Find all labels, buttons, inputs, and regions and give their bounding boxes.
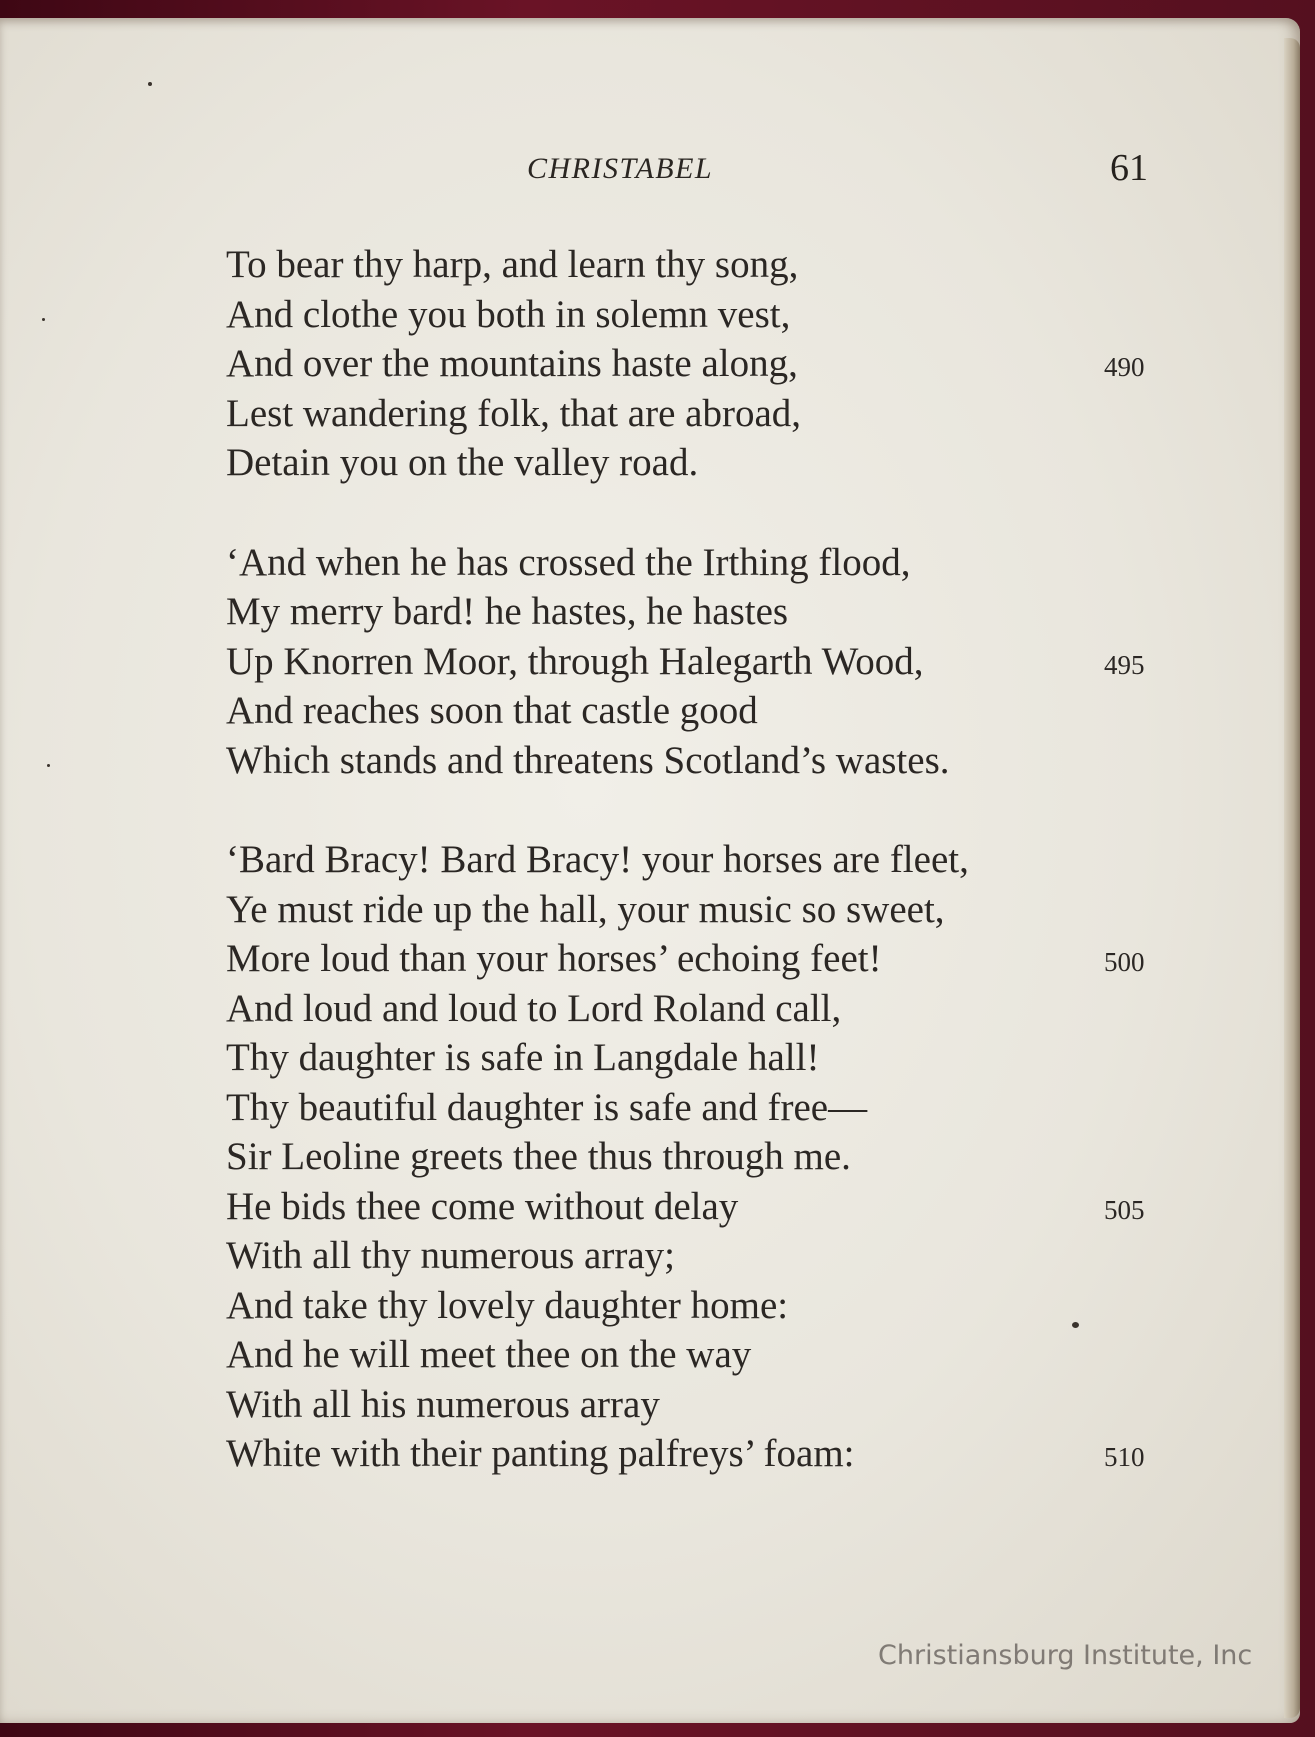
- running-title: CHRISTABEL: [527, 152, 714, 185]
- poem-line-text: With all his numerous array: [226, 1382, 660, 1426]
- line-number: 500: [1104, 947, 1145, 977]
- poem-line-text: With all thy numerous array;: [226, 1234, 675, 1277]
- poem-line-text: Detain you on the valley road.: [226, 441, 699, 484]
- poem-line: [226, 240, 1166, 290]
- poem-line-text: Which stands and threatens Scotland’s wastes.: [226, 738, 950, 782]
- poem-line-text: More loud than your horses’ echoing feet!: [226, 937, 882, 980]
- poem-line-text: He bids thee come without delay: [226, 1184, 739, 1228]
- poem-line-text: And he will meet thee on the way: [226, 1333, 752, 1376]
- poem-line: [226, 1132, 1166, 1182]
- page-number: 61: [1110, 147, 1148, 189]
- poem-line: [226, 1429, 1166, 1479]
- poem-line: [226, 686, 1166, 736]
- paper-speck: [47, 764, 50, 767]
- poem-line-text: And over the mountains haste along,: [226, 342, 798, 385]
- poem-line-text: Thy beautiful daughter is safe and free—: [226, 1085, 868, 1129]
- poem-line: [226, 1380, 1166, 1430]
- stanza: [226, 538, 1166, 786]
- poem-line-text: And loud and loud to Lord Roland call,: [226, 986, 842, 1030]
- poem-line-text: ‘And when he has crossed the Irthing flood,: [226, 540, 911, 584]
- line-number: 505: [1104, 1194, 1145, 1225]
- poem-line: [226, 290, 1166, 340]
- poem-line: [226, 1182, 1166, 1232]
- poem-line: [226, 1231, 1166, 1281]
- stanza: [226, 240, 1166, 488]
- poem-line-text: Up Knorren Moor, through Halegarth Wood,: [226, 639, 924, 683]
- poem-line: [226, 389, 1166, 439]
- poem-line-text: And reaches soon that castle good: [226, 689, 758, 732]
- paper-speck: [42, 318, 45, 321]
- paper-speck: [1072, 1322, 1079, 1328]
- poem-line-text: To bear thy harp, and learn thy song,: [226, 243, 799, 286]
- poem-line-text: Sir Leoline greets thee thus through me.: [226, 1135, 851, 1178]
- poem-line-text: White with their panting palfreys’ foam:: [226, 1432, 855, 1475]
- poem-line: [226, 587, 1166, 637]
- poem-line-text: And clothe you both in solemn vest,: [226, 292, 791, 336]
- poem-line-text: Lest wandering folk, that are abroad,: [226, 391, 802, 435]
- line-number: 510: [1104, 1442, 1145, 1472]
- page-edge: [1284, 38, 1300, 1718]
- line-number: 495: [1104, 649, 1145, 680]
- poem-line: [226, 1083, 1166, 1133]
- poem-line: [226, 339, 1166, 389]
- poem-line: [226, 885, 1166, 935]
- poem-line: [226, 1330, 1166, 1380]
- stanza: [226, 835, 1166, 1479]
- poem-body: [226, 240, 1166, 1529]
- line-number: 490: [1104, 352, 1145, 382]
- paper-speck: [148, 82, 152, 86]
- watermark: Christiansburg Institute, Inc: [878, 1640, 1253, 1671]
- poem-line-text: Ye must ride up the hall, your music so sweet,: [226, 887, 945, 931]
- poem-line-text: Thy daughter is safe in Langdale hall!: [226, 1036, 820, 1079]
- poem-line: [226, 984, 1166, 1034]
- poem-line: [226, 637, 1166, 687]
- poem-line: [226, 736, 1166, 786]
- poem-line: [226, 835, 1166, 885]
- poem-line-text: My merry bard! he hastes, he hastes: [226, 590, 789, 633]
- poem-line: [226, 1281, 1166, 1331]
- poem-line: [226, 438, 1166, 488]
- poem-line: [226, 1033, 1166, 1083]
- poem-line: [226, 538, 1166, 588]
- poem-line-text: ‘Bard Bracy! Bard Bracy! your horses are fleet,: [226, 838, 969, 881]
- poem-line-text: And take thy lovely daughter home:: [226, 1283, 789, 1327]
- poem-line: [226, 934, 1166, 984]
